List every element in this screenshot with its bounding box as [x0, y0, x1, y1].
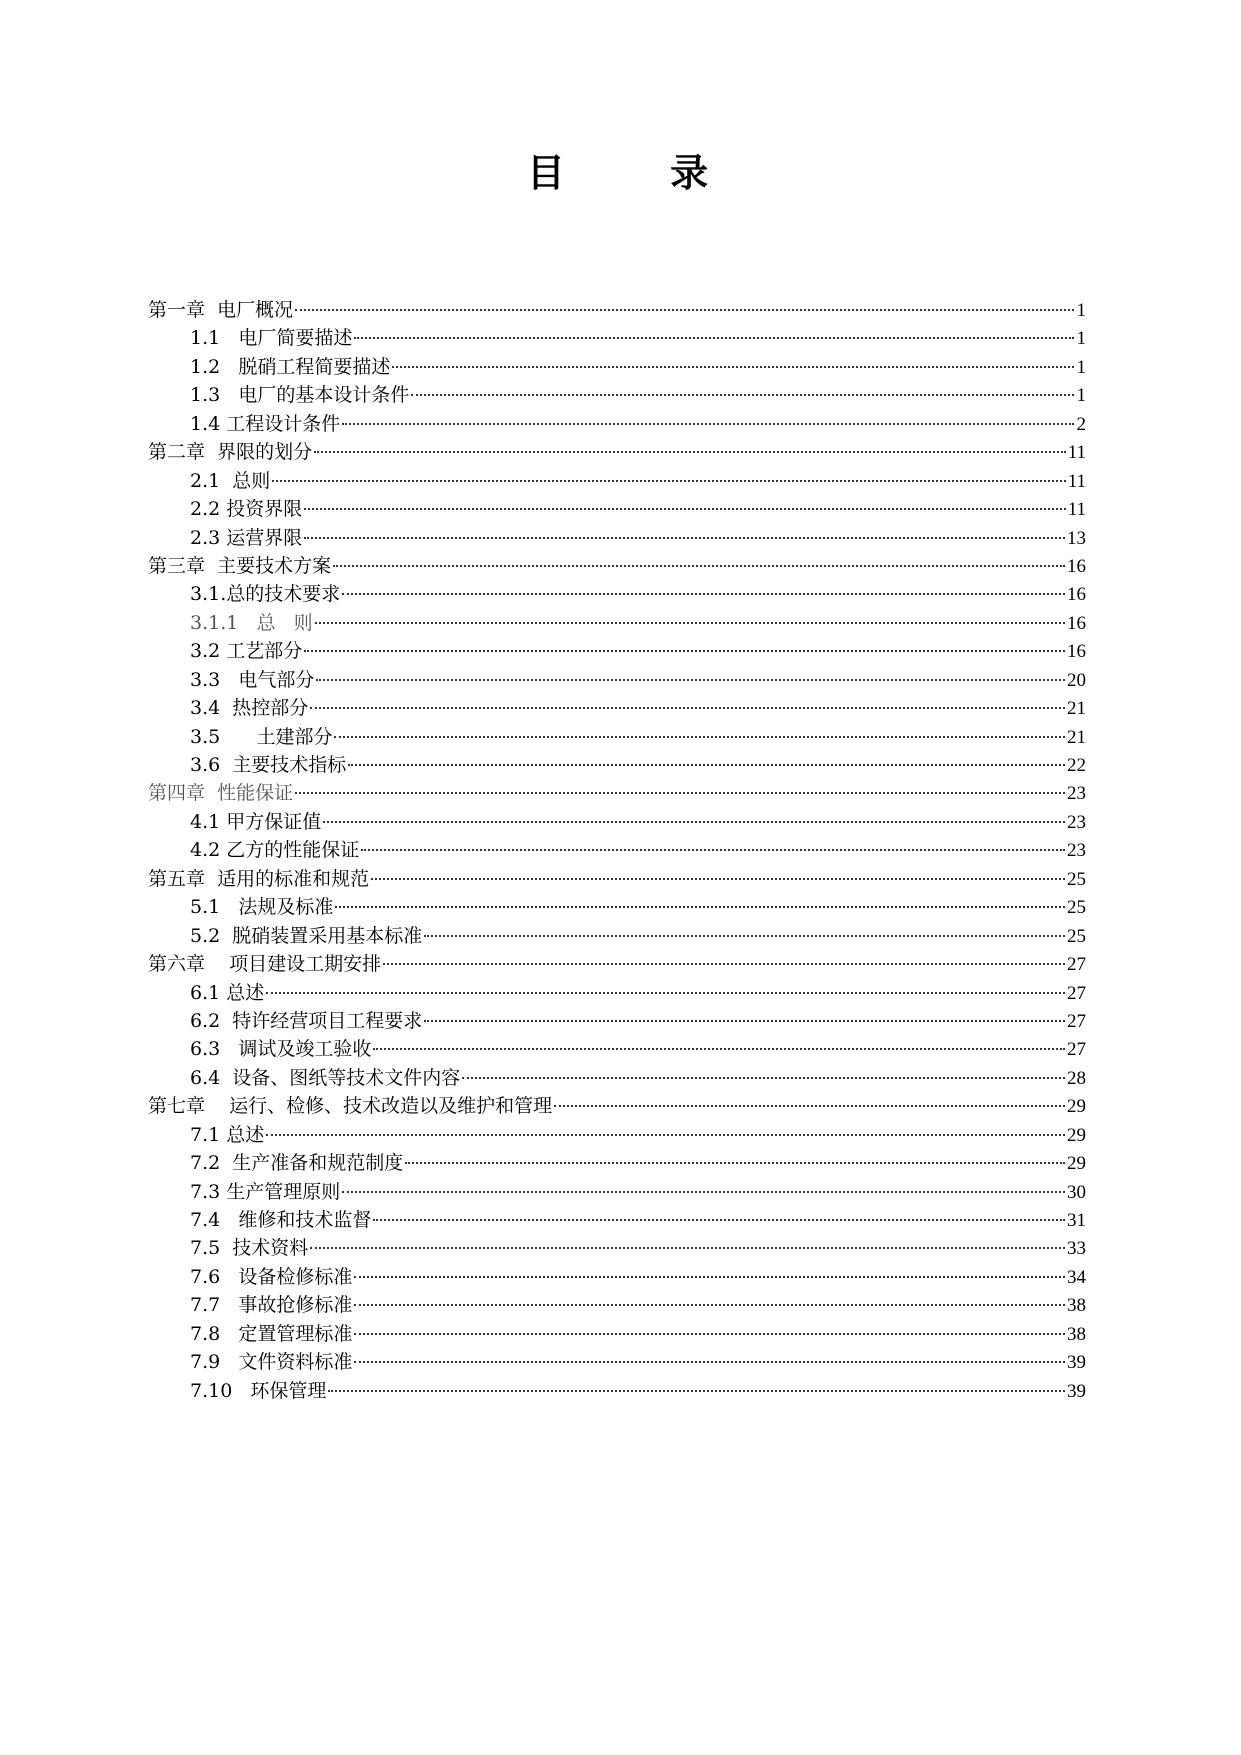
toc-dot-leader: [462, 1077, 1065, 1079]
page-title: 目 录: [526, 150, 755, 195]
toc-chapter-entry[interactable]: [148, 865, 1086, 893]
toc-dot-leader: [342, 423, 1074, 425]
toc-dot-leader: [342, 1191, 1065, 1193]
toc-entry-label: 7.5 技术资料: [190, 1237, 309, 1260]
toc-page-number: 38: [1067, 1295, 1086, 1317]
toc-dot-leader: [334, 736, 1065, 738]
toc-entry-label: 5.2 脱硝装置采用基本标准: [190, 924, 423, 947]
toc-entry-label: 第四章 性能保证: [148, 782, 294, 805]
toc-page-number: 1: [1076, 328, 1086, 350]
toc-page-number: 29: [1067, 1124, 1086, 1146]
toc-page-number: 2: [1076, 413, 1086, 435]
toc-dot-leader: [295, 309, 1074, 311]
toc-page-number: 23: [1067, 840, 1086, 862]
table-of-contents: [148, 296, 1086, 1405]
toc-section-entry[interactable]: [148, 893, 1086, 921]
toc-entry-label: 3.5 土建部分: [190, 725, 333, 748]
toc-section-entry[interactable]: [148, 324, 1086, 352]
toc-dot-leader: [333, 565, 1065, 567]
toc-page-number: 21: [1067, 726, 1086, 748]
toc-dot-leader: [304, 537, 1065, 539]
toc-entry-label: 第二章 界限的划分: [148, 441, 313, 464]
toc-dot-leader: [335, 906, 1065, 908]
toc-section-entry[interactable]: [148, 1348, 1086, 1376]
toc-section-entry[interactable]: [148, 1121, 1086, 1149]
toc-dot-leader: [316, 679, 1065, 681]
toc-section-entry[interactable]: [148, 637, 1086, 665]
toc-page-number: 25: [1067, 868, 1086, 890]
toc-section-entry[interactable]: [148, 1149, 1086, 1177]
toc-entry-label: 第一章 电厂概况: [148, 299, 294, 321]
toc-page-number: 11: [1067, 442, 1086, 464]
toc-entry-label: 第七章 运行、检修、技术改造以及维护和管理: [148, 1095, 553, 1118]
toc-page-number: 20: [1067, 669, 1086, 691]
toc-dot-leader: [266, 1134, 1065, 1136]
toc-page-number: 30: [1067, 1181, 1086, 1203]
toc-dot-leader: [392, 366, 1074, 368]
toc-dot-leader: [554, 1105, 1065, 1107]
toc-page-number: 16: [1067, 584, 1086, 606]
toc-page-number: 23: [1067, 811, 1086, 833]
toc-page-number: 1: [1076, 300, 1086, 321]
toc-entry-label: 第六章 项目建设工期安排: [148, 953, 382, 976]
toc-dot-leader: [328, 1390, 1065, 1392]
toc-page-number: 33: [1067, 1238, 1086, 1260]
toc-dot-leader: [342, 593, 1065, 595]
toc-page-number: 27: [1067, 982, 1086, 1004]
toc-section-entry[interactable]: [148, 580, 1086, 608]
toc-dot-leader: [354, 1361, 1065, 1363]
toc-entry-label: 1.1 电厂简要描述: [190, 327, 353, 350]
toc-page-number: 16: [1067, 555, 1086, 577]
toc-page-number: 11: [1067, 499, 1086, 521]
toc-entry-label: 2.2 投资界限: [190, 498, 303, 521]
toc-section-entry[interactable]: [148, 495, 1086, 523]
toc-entry-label: 3.1.1 总 则: [190, 611, 313, 634]
toc-section-entry[interactable]: [148, 1263, 1086, 1291]
toc-dot-leader: [266, 992, 1065, 994]
toc-section-entry[interactable]: [148, 836, 1086, 864]
toc-section-entry[interactable]: [148, 1320, 1086, 1348]
toc-section-entry[interactable]: [148, 1064, 1086, 1092]
toc-dot-leader: [314, 451, 1066, 453]
toc-section-entry[interactable]: [148, 1035, 1086, 1063]
toc-entry-label: 2.3 运营界限: [190, 526, 303, 549]
toc-entry-label: 6.3 调试及竣工验收: [190, 1038, 372, 1061]
toc-dot-leader: [295, 792, 1065, 794]
toc-section-entry[interactable]: [148, 524, 1086, 552]
toc-section-entry[interactable]: [148, 666, 1086, 694]
toc-section-entry[interactable]: [148, 410, 1086, 438]
toc-entry-label: 7.6 设备检修标准: [190, 1265, 353, 1288]
toc-entry-label: 3.2 工艺部分: [190, 640, 303, 663]
toc-entry-label: 1.2 脱硝工程简要描述: [190, 355, 391, 378]
toc-section-entry[interactable]: [148, 353, 1086, 381]
toc-page-number: 25: [1067, 897, 1086, 919]
toc-chapter-entry[interactable]: [148, 296, 1086, 324]
toc-page-number: 11: [1067, 470, 1086, 492]
toc-page-number: 13: [1067, 527, 1086, 549]
toc-dot-leader: [373, 1219, 1065, 1221]
toc-dot-leader: [373, 1048, 1065, 1050]
toc-section-entry[interactable]: [148, 1291, 1086, 1319]
toc-dot-leader: [315, 622, 1065, 624]
toc-dot-leader: [354, 1276, 1065, 1278]
toc-chapter-entry[interactable]: [148, 438, 1086, 466]
toc-page-number: 34: [1067, 1266, 1086, 1288]
toc-page-number: 27: [1067, 954, 1086, 976]
toc-section-entry[interactable]: [148, 922, 1086, 950]
toc-page-number: 1: [1076, 385, 1086, 407]
toc-page-number: 39: [1067, 1380, 1086, 1402]
toc-section-entry[interactable]: [148, 1178, 1086, 1206]
toc-dot-leader: [348, 764, 1065, 766]
toc-entry-label: 3.4 热控部分: [190, 697, 309, 720]
toc-dot-leader: [405, 1162, 1065, 1164]
toc-page-number: 27: [1067, 1010, 1086, 1032]
toc-chapter-entry[interactable]: [148, 950, 1086, 978]
toc-page-number: 29: [1067, 1153, 1086, 1175]
toc-chapter-entry[interactable]: [148, 779, 1086, 807]
toc-page-number: 16: [1067, 612, 1086, 634]
toc-entry-label: 7.2 生产准备和规范制度: [190, 1152, 404, 1175]
toc-entry-label: 6.2 特许经营项目工程要求: [190, 1009, 423, 1032]
toc-entry-label: 7.4 维修和技术监督: [190, 1209, 372, 1231]
toc-section-entry[interactable]: [148, 1007, 1086, 1035]
toc-page-number: 39: [1067, 1352, 1086, 1374]
toc-entry-label: 3.1.总的技术要求: [190, 583, 341, 606]
toc-dot-leader: [371, 878, 1065, 880]
toc-entry-label: 1.4 工程设计条件: [190, 412, 341, 435]
toc-page-number: 31: [1067, 1210, 1086, 1231]
toc-dot-leader: [424, 1020, 1065, 1022]
toc-entry-label: 6.1 总述: [190, 981, 265, 1004]
toc-page-number: 28: [1067, 1067, 1086, 1089]
toc-dot-leader: [424, 935, 1065, 937]
toc-entry-label: 7.3 生产管理原则: [190, 1180, 341, 1203]
toc-section-entry[interactable]: [148, 808, 1086, 836]
toc-entry-label: 4.1 甲方保证值: [190, 810, 322, 833]
toc-dot-leader: [354, 1304, 1065, 1306]
toc-entry-label: 3.6 主要技术指标: [190, 754, 347, 776]
toc-entry-label: 7.7 事故抢修标准: [190, 1294, 353, 1317]
toc-entry-label: 4.2 乙方的性能保证: [190, 839, 360, 862]
toc-page-number: 23: [1067, 783, 1086, 805]
toc-entry-label: 7.8 定置管理标准: [190, 1322, 353, 1345]
toc-section-entry[interactable]: [148, 694, 1086, 722]
toc-page-number: 38: [1067, 1323, 1086, 1345]
toc-section-entry[interactable]: [148, 1206, 1086, 1234]
toc-dot-leader: [354, 337, 1074, 339]
toc-entry-label: 7.9 文件资料标准: [190, 1351, 353, 1374]
toc-entry-label: 2.1 总则: [190, 469, 271, 492]
toc-section-entry[interactable]: [148, 609, 1086, 637]
toc-page-number: 27: [1067, 1039, 1086, 1061]
toc-section-entry[interactable]: [148, 979, 1086, 1007]
toc-dot-leader: [310, 1247, 1065, 1249]
toc-page-number: 29: [1067, 1096, 1086, 1118]
toc-page-number: 25: [1067, 925, 1086, 947]
toc-dot-leader: [354, 1333, 1065, 1335]
toc-dot-leader: [272, 480, 1065, 482]
toc-entry-label: 第五章 适用的标准和规范: [148, 867, 370, 890]
toc-section-entry[interactable]: [148, 467, 1086, 495]
toc-section-entry[interactable]: [148, 723, 1086, 751]
toc-entry-label: 6.4 设备、图纸等技术文件内容: [190, 1066, 461, 1089]
toc-entry-label: 第三章 主要技术方案: [148, 554, 332, 577]
toc-chapter-entry[interactable]: [148, 1092, 1086, 1120]
toc-section-entry[interactable]: [148, 1377, 1086, 1405]
toc-entry-label: 3.3 电气部分: [190, 668, 315, 691]
toc-entry-label: 5.1 法规及标准: [190, 896, 334, 919]
toc-section-entry[interactable]: [148, 1234, 1086, 1262]
toc-chapter-entry[interactable]: [148, 552, 1086, 580]
toc-dot-leader: [361, 849, 1065, 851]
toc-page-number: 21: [1067, 698, 1086, 720]
toc-dot-leader: [304, 508, 1065, 510]
toc-dot-leader: [383, 963, 1065, 965]
toc-page-number: 1: [1076, 356, 1086, 378]
toc-page-number: 16: [1067, 641, 1086, 663]
toc-section-entry[interactable]: [148, 751, 1086, 779]
toc-dot-leader: [411, 394, 1074, 396]
toc-dot-leader: [310, 707, 1065, 709]
toc-entry-label: 1.3 电厂的基本设计条件: [190, 384, 410, 407]
toc-entry-label: 7.1 总述: [190, 1123, 265, 1146]
toc-section-entry[interactable]: [148, 381, 1086, 409]
toc-dot-leader: [304, 650, 1065, 652]
toc-dot-leader: [323, 821, 1065, 823]
toc-page-number: 22: [1067, 755, 1086, 776]
toc-entry-label: 7.10 环保管理: [190, 1379, 327, 1402]
